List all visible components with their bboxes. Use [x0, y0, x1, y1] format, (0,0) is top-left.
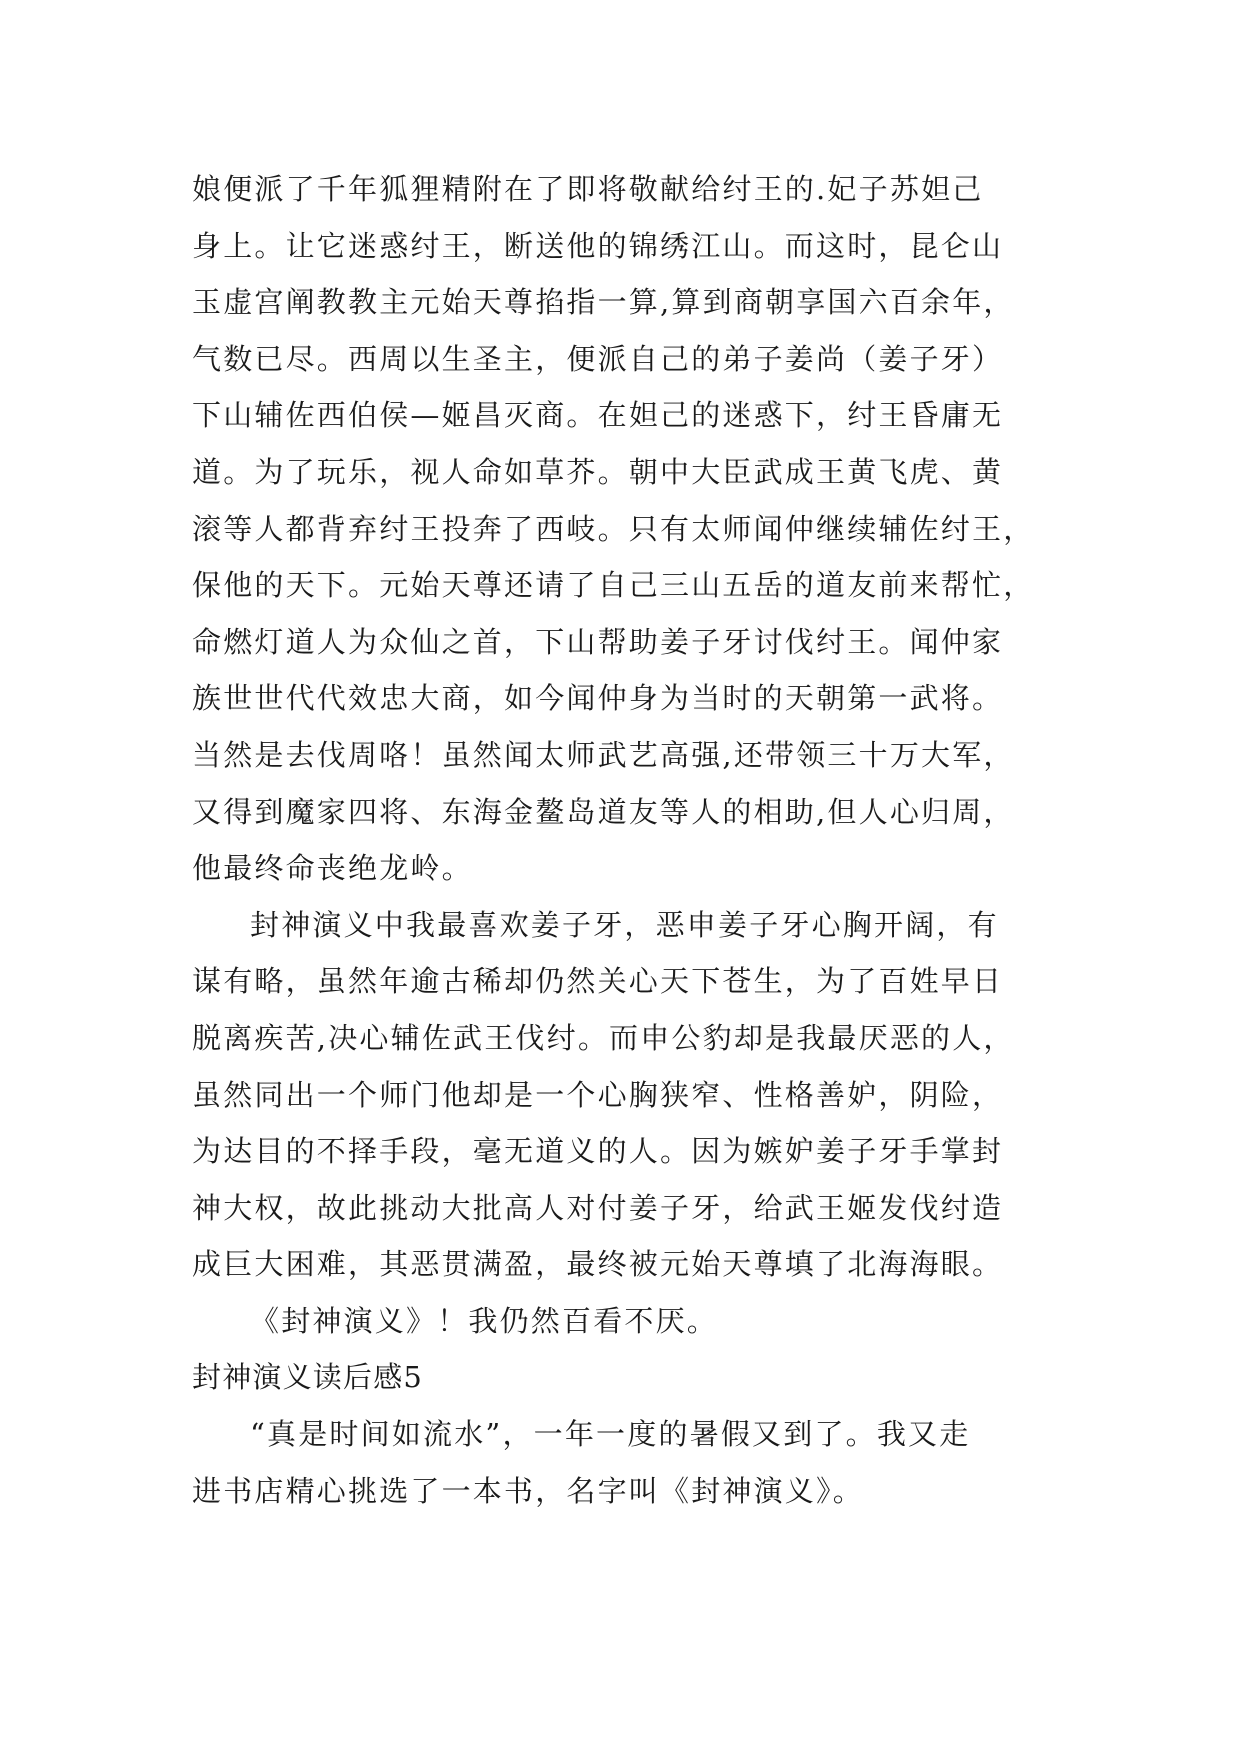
- paragraph-line: 身上。让它迷惑纣王，断送他的锦绣江山。而这时，昆仑山: [192, 228, 1004, 263]
- document-body: [192, 161, 1092, 1519]
- paragraph-line: 成巨大困难，其恶贯满盈，最终被元始天尊填了北海海眼。: [192, 1247, 1004, 1282]
- paragraph-line: 娘便派了千年狐狸精附在了即将敬献给纣王的.妃子苏妲己: [192, 172, 984, 206]
- paragraph-line: 道。为了玩乐，视人命如草芥。朝中大臣武成王黄飞虎、黄: [192, 454, 1004, 489]
- paragraph-line: 神大权，故此挑动大批高人对付姜子牙，给武王姬发伐纣造: [192, 1190, 1004, 1225]
- section-heading: 封神演义读后感5: [192, 1360, 424, 1395]
- paragraph-line: 又得到魔家四将、东海金鳌岛道友等人的相助,但人心归周，: [192, 794, 1015, 829]
- paragraph-line: 族世世代代效忠大商，如今闻仲身为当时的天朝第一武将。: [192, 681, 1004, 716]
- paragraph-line: “真是时间如流水”，一年一度的暑假又到了。我又走: [250, 1417, 971, 1452]
- paragraph-line: 滚等人都背弃纣王投奔了西岐。只有太师闻仲继续辅佐纣王，: [192, 511, 1035, 546]
- paragraph-line: 玉虚宫阐教教主元始天尊掐指一算,算到商朝享国六百余年，: [192, 285, 1015, 320]
- paragraph-line: 下山辅佐西伯侯—姬昌灭商。在妲己的迷惑下，纣王昏庸无: [192, 398, 1004, 433]
- paragraph-line: 脱离疾苦,决心辅佐武王伐纣。而申公豹却是我最厌恶的人，: [192, 1020, 1015, 1055]
- paragraph-line: 命燃灯道人为众仙之首，下山帮助姜子牙讨伐纣王。闻仲家: [192, 624, 1004, 659]
- paragraph-line: 为达目的不择手段，毫无道义的人。因为嫉妒姜子牙手掌封: [192, 1134, 1004, 1169]
- paragraph-line: 保他的天下。元始天尊还请了自己三山五岳的道友前来帮忙，: [192, 568, 1035, 603]
- paragraph-line: 《封神演义》！我仍然百看不厌。: [250, 1303, 719, 1338]
- paragraph-line: 气数已尽。西周以生圣主，便派自己的弟子姜尚（姜子牙）: [192, 341, 1004, 376]
- paragraph-line: 虽然同出一个师门他却是一个心胸狭窄、性格善妒，阴险，: [192, 1077, 1004, 1112]
- paragraph-line: 他最终命丧绝龙岭。: [192, 851, 473, 886]
- paragraph-line: 进书店精心挑选了一本书，名字叫《封神演义》。: [192, 1473, 864, 1508]
- paragraph-line: 当然是去伐周咯！虽然闻太师武艺高强,还带领三十万大军，: [192, 737, 1015, 772]
- paragraph-line: 封神演义中我最喜欢姜子牙，恶申姜子牙心胸开阔，有: [250, 907, 999, 942]
- paragraph-line: 谋有略，虽然年逾古稀却仍然关心天下苍生，为了百姓早日: [192, 964, 1004, 999]
